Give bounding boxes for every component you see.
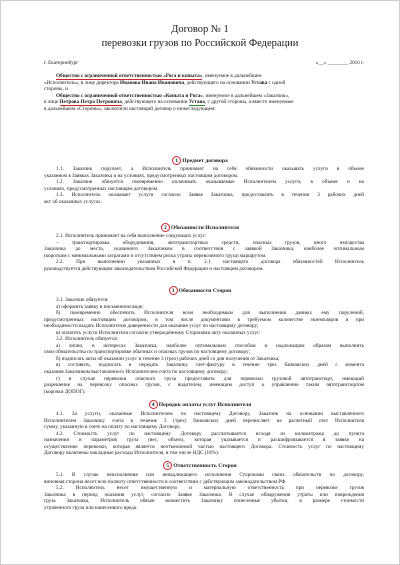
section-4-number: 4 — [149, 400, 158, 409]
section-5-body: 5.1. В случае неисполнения или ненадлежащего исполнения Сторонами своих обязательств по договору, виновная сторона несет всю полноту ответственности в соответствии с действующим законодательством РФ. 5.2. Исполнитель несет имущественную и материальную ответственность при перевозке грузов Заказчика в период оказания услуг, согласно Заявке Заказчика. В случае обнаружения утраты или повреждения груза Заказчика, Исполнитель обязан возместить Заказчику понесенные убытки, в размере стоимости утраченного груза или нанесенного вреда. — [44, 472, 364, 511]
section-1-heading: 1 Предмет договора — [0, 156, 400, 165]
party-2-name: Общество с ограниченной ответственностью «Копыта и Рога» — [56, 92, 203, 99]
party-1-basis: Устава — [251, 79, 268, 86]
section-4-body: 4.1. За услуги, оказанные Исполнителем по настоящему Договору, Заказчик на основании выставленного Исполнителем Заказчику счета в течение 3 (трех) банковских дней перечисляет на расчетный счет Исполнителя сумму, указанную в счете на оплату по настоящему Договору. 4.2. Стоимость услуг по настоящему Договору рассчитывается исходя из километража до пункта назначения и параметров груза (вес, объем), которая указывается и расшифровывается в заявке на осуществление перевозки, которая является неотъемлемой частью настоящего Договора. Стоимость услуг по настоящему Договору включены накладные расходы Исполнителя, в том числе НДС (18%). — [44, 411, 364, 457]
section-1-body: 1.1. Заказчик поручает, а Исполнитель принимает на себя обязанности оказывать услуги в объеме указанном в Заявках Заказчика и на условиях, предусмотренных настоящим договором. 1.2. Заказчик обязуется своевременно оплачивать оказываемые Исполнителем услуги, в объеме и на условиях, предусмотренных настоящим договором. 1.3. Исполнитель оказывает услуги согласно Заявке Заказчика, предоставлять в течении 3 рабочих дней акт об оказанных услугах. — [44, 166, 364, 205]
section-4-heading: 4 Порядок оплаты услуг Исполнителя — [0, 400, 400, 409]
document-title: Договор № 1 — [171, 24, 229, 35]
section-3-number: 3 — [169, 286, 178, 295]
city: г. Екатеринбург — [44, 60, 79, 66]
party-1-director: Иванова Ивана Ивановича — [120, 79, 185, 86]
section-5-heading: 5 Ответственность Сторон — [0, 461, 400, 470]
parties-paragraph: Общество с ограниченной ответственностью «Рога и копыта», именуемое в дальнейшем «Исполнитель», в лице директора Иванова Ивана Ивановича, действующего на основании Устава с одной стороны, и Общество с ограниченной ответственностью «Копыта и Рога», именуемое в дальнейшем «Заказчик», в лице Петрова Петра Петровича, действующего на основании Устава, с другой стороны, а вместе именуемые в дальнейшем «Стороны», заключили настоящий договор о нижеследующем: — [44, 73, 294, 112]
section-2-number: 2 — [161, 223, 170, 232]
contract-date: «__» ________ 2016 г. — [315, 60, 364, 66]
party-2-director: Петрова Петра Петровича — [59, 99, 122, 106]
document-subtitle: перевозки грузов по Российской Федерации — [101, 38, 299, 49]
section-3-heading: 3 Обязанности Сторон — [0, 286, 400, 295]
section-5-number: 5 — [163, 461, 172, 470]
section-1-number: 1 — [172, 156, 181, 165]
section-2-heading: 2 Обязанности Исполнителя — [0, 223, 400, 232]
party-2-basis: Устава — [188, 99, 205, 106]
section-3-body: 3.1. Заказчик обязуется: а) оформить заявку в письменном виде; б) своевременно обеспечить Исполнителя всем необходимым для выполнения данных ему поручений, предусмотренных настоящим договором, в том числе документами в требуемом количестве экземпляров и при необходимости выдать Исполнителю доверенности для оказания услуг по настоящему договору; в) оплатить услуги Исполнителя согласно утверждённому Сторонами акту оказанных услуг. 3.2. Исполнитель обязуется: а) лично, в интересах Заказчика, наиболее оптимальным способом и надлежащим образом выполнить свои обязательства по транспортировке обычных и опасных грузов по настоящему договору; б) подписать акты об оказании услуг в течение 3 (трех) рабочих дней со дня получения от Заказчика; в) составить, подписать и передать Заказчику счет-фактуру в течение трех банковских дней с момента оказания Заказчиком выставленного Исполнителем счета по настоящему договору; г) в случае перевозки опасного груза предоставить для перевозки грузовой автотранспорт, имеющий разрешение на перевозку опасных грузов, с водителем, имеющим доступ к управлению таким автотранспортом (корочки ДОПОГ). — [44, 297, 364, 395]
party-1-name: Общество с ограниченной ответственностью «Рога и копыта» — [56, 73, 203, 79]
section-2-body: 2.1. Исполнитель принимает на себя выполнение следующих услуг: – транспортировка оборудования, автотранспортных средств, опасных грузов, иного имущества Заказчика до места, указанного Заказчиком в соответствии с заявкой Заказчика, наиболее оптимальным (коротким с минимальными затратами и отсутствием риска утраты перевозимого груза) маршрутом. 2.2. При выполнении указанных в п. 2.1 настоящего договора обязанностей Исполнитель руководствуется действующим законодательством Российской Федерации и настоящим договором. — [44, 233, 364, 272]
place-date-line — [44, 60, 364, 67]
